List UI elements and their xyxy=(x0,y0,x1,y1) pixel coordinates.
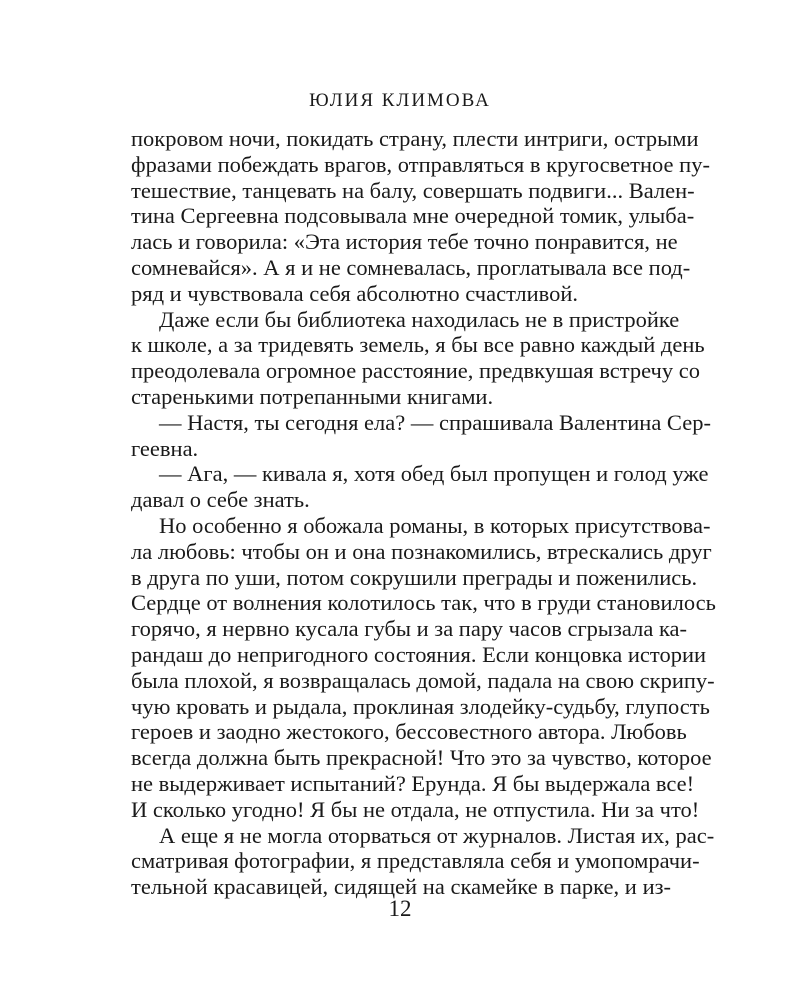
text-line: давал о себе знать. xyxy=(131,487,310,513)
text-line: Даже если бы библиотека находилась не в пристройке xyxy=(159,306,680,332)
text-line: горячо, я нервно кусала губы и за пару часов сгрызала ка- xyxy=(131,616,688,642)
text-line: старенькими потрепанными книгами. xyxy=(131,383,494,409)
text-line: тина Сергеевна подсовывала мне очередной томик, улыба- xyxy=(131,203,695,229)
text-line: фразами побеждать врагов, отправляться в кругосветное пу- xyxy=(131,151,710,177)
text-line: Сердце от волнения колотилось так, что в груди становилось xyxy=(131,590,716,616)
text-line: к школе, а за тридевять земель, я бы все равно каждый день xyxy=(131,332,705,358)
running-header-author: ЮЛИЯ КЛИМОВА xyxy=(309,90,491,111)
text-line: Но особенно я обожала романы, в которых присутствова- xyxy=(159,512,711,538)
text-line: сматривая фотографии, я представляла себя и умопомрачи- xyxy=(131,848,700,874)
text-line: героев и заодно жестокого, бессовестного автора. Любовь xyxy=(131,719,687,745)
text-line: всегда должна быть прекрасной! Что это за чувство, которое xyxy=(131,745,712,771)
text-line: в друга по уши, потом сокрушили преграды и поженились. xyxy=(131,564,698,590)
text-line: А еще я не могла оторваться от журналов. Листая их, рас- xyxy=(159,822,715,848)
text-line: сомневайся». А я и не сомневалась, проглатывала все под- xyxy=(131,254,691,280)
text-line: не выдерживает испытаний? Ерунда. Я бы выдержала все! xyxy=(131,770,695,796)
dialogue-line: — Ага, — кивала я, хотя обед был пропущен и голод уже xyxy=(159,461,709,487)
text-line: ряд и чувствовала себя абсолютно счастливой. xyxy=(131,280,579,306)
text-line: рандаш до непригодного состояния. Если концовка истории xyxy=(131,641,707,667)
text-line: покровом ночи, покидать страну, плести интриги, острыми xyxy=(131,126,699,151)
text-line: ла любовь: чтобы он и она познакомились, втрескались друг xyxy=(131,538,712,564)
body-text xyxy=(131,126,716,900)
page-number: 12 xyxy=(388,896,412,921)
text-line: лась и говорила: «Эта история тебе точно понравится, не xyxy=(131,229,678,255)
text-line: преодолевала огромное расстояние, предвкушая встречу со xyxy=(131,358,700,384)
text-line: была плохой, я возвращалась домой, падала на свою скрипу- xyxy=(131,667,715,693)
text-line: чую кровать и рыдала, проклиная злодейку-судьбу, глупость xyxy=(131,693,710,719)
text-line: тешествие, танцевать на балу, совершать подвиги... Вален- xyxy=(131,177,695,203)
text-line: И сколько угодно! Я бы не отдала, не отпустила. Ни за что! xyxy=(131,796,700,822)
text-line: тельной красавицей, сидящей на скамейке в парке, и из- xyxy=(131,874,671,900)
text-line: геевна. xyxy=(131,435,199,461)
dialogue-line: — Настя, ты сегодня ела? — спрашивала Валентина Сер- xyxy=(159,409,711,435)
